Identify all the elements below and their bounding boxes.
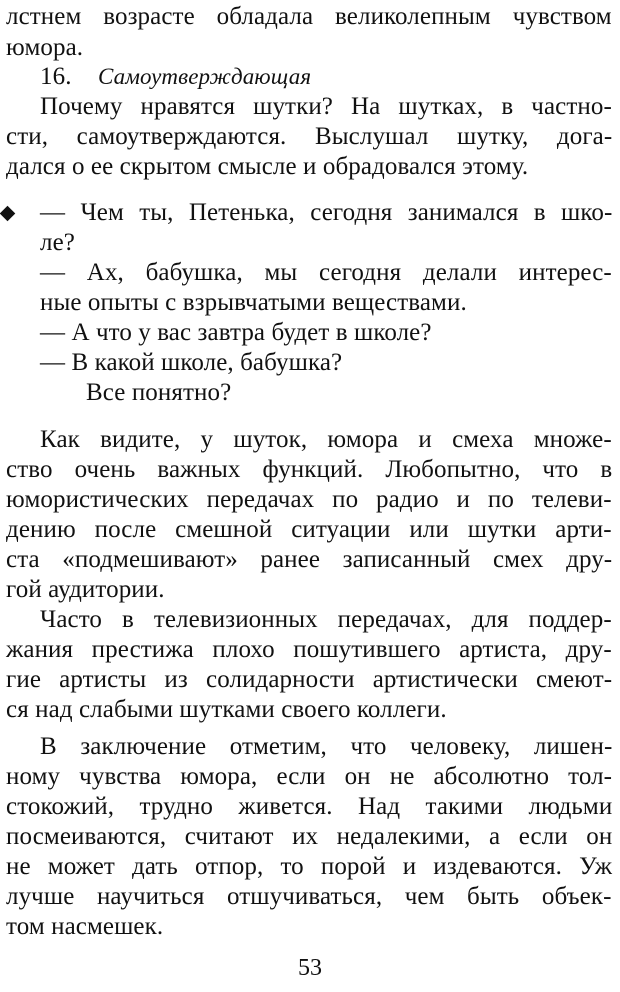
dialogue-line: ле? <box>40 229 75 256</box>
text-line: дался о ее скрытом смысле и обрадовался этому. <box>6 153 529 180</box>
section-title: Самоутверждающая <box>98 64 312 89</box>
dialogue-line: — В какой школе, бабушка? <box>40 349 343 376</box>
text-line: юмора. <box>6 34 84 61</box>
text-line: Почему нравятся шутки? На шутках, в частно- <box>40 93 612 120</box>
section-number: 16. <box>40 63 72 90</box>
dialogue-line: Все понятно? <box>86 379 232 406</box>
text-line: гой аудитории. <box>6 576 165 603</box>
text-line: юмористических передачах по радио и по телеви- <box>6 486 612 513</box>
text-line: стокожий, трудно живется. Над такими людьми <box>6 793 613 820</box>
text-line: Часто в телевизионных передачах, для поддер- <box>40 606 612 633</box>
text-line: В заключение отметим, что человеку, лишен- <box>40 733 613 760</box>
text-line: ство очень важных функций. Любопытно, что в <box>6 456 613 483</box>
text-line: не может дать отпор, то порой и издеваются. Уж <box>6 853 613 880</box>
text-line: посмеиваются, считают их недалекими, а если он <box>6 823 613 850</box>
text-line: том насмешек. <box>6 913 164 940</box>
text-line: жания престижа плохо пошутившего артиста, дру- <box>6 636 612 663</box>
text-line: ному чувства юмора, если он не абсолютно тол- <box>6 763 613 790</box>
text-line: лучше научиться отшучиваться, чем быть объек- <box>6 883 612 910</box>
text-line: ста «подмешивают» ранее записанный смех дру- <box>6 546 613 573</box>
text-line: лстнем возрасте обладала великолепным чувством <box>6 3 612 30</box>
text-line: гие артисты из солидарности артистически смеют- <box>6 666 613 693</box>
text-line: дению после смешной ситуации или шутки арти- <box>6 516 612 543</box>
dialogue-line: — Ах, бабушка, мы сегодня делали интерес- <box>40 259 612 286</box>
page-number: 53 <box>298 955 322 981</box>
dialogue-line: — А что у вас завтра будет в школе? <box>40 319 432 346</box>
text-line: ся над слабыми шутками своего коллеги. <box>6 696 447 723</box>
text-line: сти, самоутверждаются. Выслушал шутку, дога- <box>6 123 613 150</box>
text-line: Как видите, у шуток, юмора и смеха множе- <box>40 426 612 453</box>
dialogue-line: — Чем ты, Петенька, сегодня занимался в шко- <box>40 199 613 226</box>
diamond-bullet-icon <box>0 206 15 222</box>
dialogue-line: ные опыты с взрывчатыми веществами. <box>40 289 467 316</box>
